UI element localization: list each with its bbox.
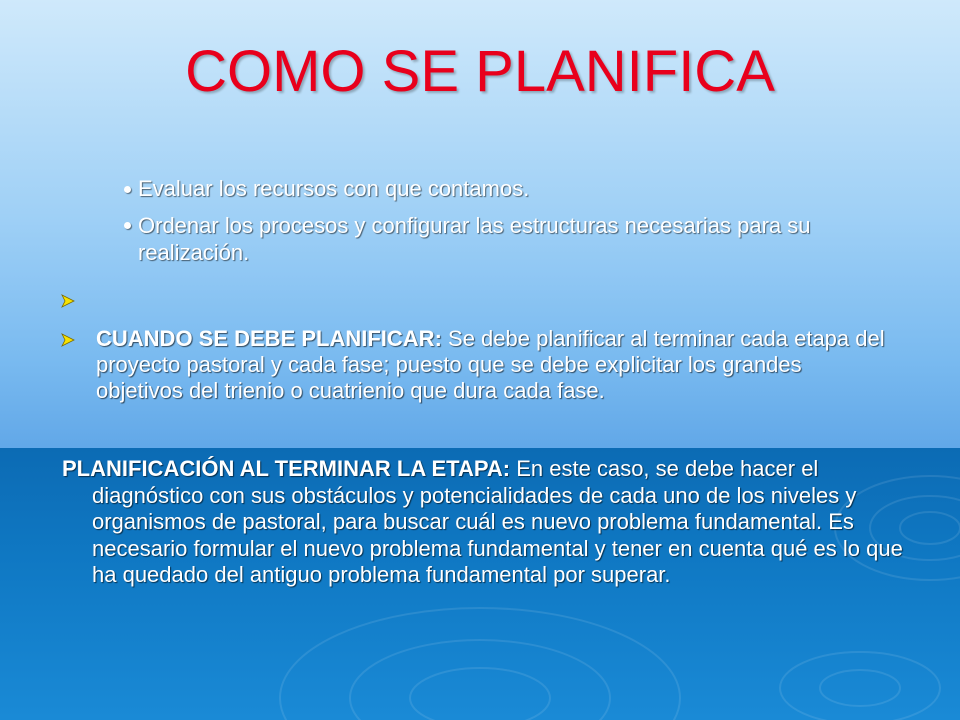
cuando-heading: CUANDO SE DEBE PLANIFICAR: [96, 326, 442, 351]
cuando-paragraph [96, 326, 886, 404]
slide-title: COMO SE PLANIFICA [185, 39, 775, 104]
bullet-dot-icon [124, 222, 131, 229]
arrow-bullet-icon [60, 293, 76, 309]
planificacion-heading: PLANIFICACIÓN AL TERMINAR LA ETAPA: [62, 456, 511, 481]
sub-bullet-1: Evaluar los recursos con que contamos. [138, 176, 530, 201]
arrow-bullet-icon [60, 332, 76, 348]
planificacion-paragraph [62, 456, 932, 589]
planificacion-text: En este caso, se debe hacer el diagnóstico con sus obstáculos y potencialidades de cada uno de los niveles y organismos de pastoral, para buscar cuál es nuevo problema fundamental. Es necesario formular el nuevo problema fundamental y tener en cuenta qué es lo que ha quedado del antiguo problema fundamental por superar. [92, 456, 903, 587]
sub-bullet-2: Ordenar los procesos y configurar las estructuras necesarias para su realización. [138, 213, 811, 265]
cuando-text: Se debe planificar al terminar cada etapa del proyecto pastoral y cada fase; puesto que se debe explicitar los grandes objetivos del trienio o cuatrienio que dura cada fase. [96, 326, 885, 403]
bullet-dot-icon [124, 186, 131, 193]
